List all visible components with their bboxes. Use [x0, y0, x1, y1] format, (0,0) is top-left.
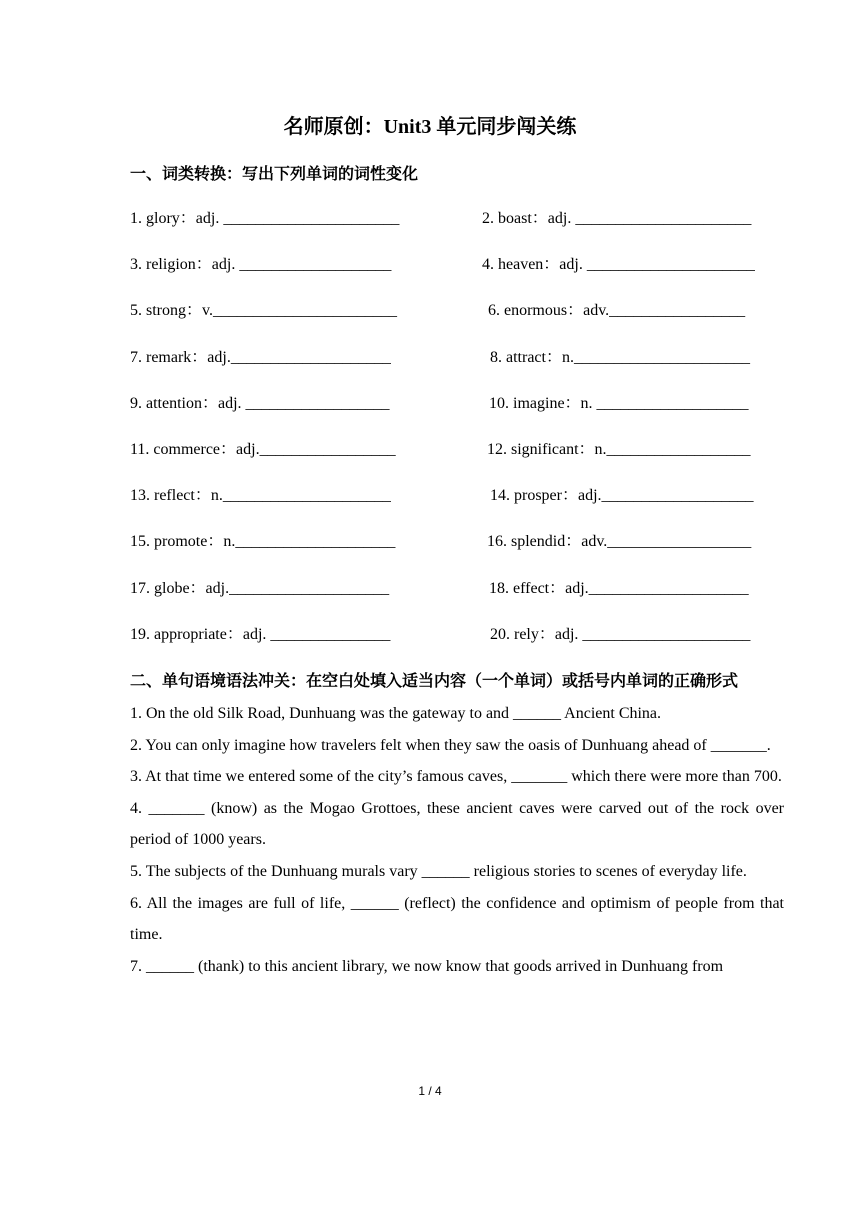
- vocab-item-3: 3. religion：adj. ___________________: [130, 256, 392, 274]
- document-title: 名师原创：Unit3 单元同步闯关练: [283, 116, 577, 138]
- vocab-item-6: 6. enormous：adv._________________: [488, 302, 746, 320]
- sentence-item-6: 6. All the images are full of life, ______ (reflect) the confidence and optimism of people from that time.: [130, 894, 784, 944]
- sentence-item-2: 2. You can only imagine how travelers felt when they saw the oasis of Dunhuang ahead of _______.: [130, 736, 771, 754]
- vocab-row: [130, 344, 790, 390]
- vocab-row: [130, 436, 790, 482]
- vocab-item-13: 13. reflect：n._____________________: [130, 487, 391, 505]
- vocab-row: [130, 621, 790, 667]
- vocab-item-4: 4. heaven：adj. _____________________: [482, 256, 755, 274]
- section-2-heading: 二、单句语境语法冲关：在空白处填入适当内容（一个单词）或括号内单词的正确形式: [130, 673, 739, 690]
- sentence-item-5: 5. The subjects of the Dunhuang murals vary ______ religious stories to scenes of everyday life.: [130, 862, 747, 880]
- vocab-item-12: 12. significant：n.__________________: [487, 440, 751, 458]
- vocab-row: [130, 528, 790, 574]
- vocab-row: [130, 251, 790, 297]
- sentence-item-4: 4. _______ (know) as the Mogao Grottoes, these ancient caves were carved out of the rock over period of 1000 years.: [130, 799, 784, 849]
- vocab-item-11: 11. commerce：adj._________________: [130, 440, 396, 458]
- sentence-item-7: 7. ______ (thank) to this ancient library, we now know that goods arrived in Dunhuang from: [130, 957, 724, 975]
- vocab-item-7: 7. remark：adj.____________________: [130, 348, 391, 366]
- vocab-item-19: 19. appropriate：adj. _______________: [130, 625, 391, 643]
- vocab-exercise-grid: [130, 205, 790, 667]
- section-1-heading: 一、词类转换：写出下列单词的词性变化: [130, 166, 419, 183]
- vocab-item-16: 16. splendid：adv.__________________: [487, 533, 752, 551]
- vocab-item-17: 17. globe：adj.____________________: [130, 579, 390, 597]
- vocab-row: [130, 205, 790, 251]
- vocab-item-20: 20. rely：adj. _____________________: [490, 625, 751, 643]
- vocab-item-8: 8. attract：n.______________________: [490, 348, 750, 366]
- sentence-item-3: 3. At that time we entered some of the city’s famous caves, _______ which there were more than 700.: [130, 768, 782, 786]
- sentence-exercise-list: [130, 698, 784, 982]
- vocab-item-18: 18. effect：adj.____________________: [489, 579, 749, 597]
- vocab-item-5: 5. strong：v._______________________: [130, 302, 397, 320]
- vocab-row: [130, 482, 790, 528]
- vocab-item-9: 9. attention：adj. __________________: [130, 394, 390, 412]
- vocab-row: [130, 575, 790, 621]
- vocab-item-15: 15. promote：n.____________________: [130, 533, 396, 551]
- vocab-row: [130, 390, 790, 436]
- sentence-item-1: 1. On the old Silk Road, Dunhuang was the gateway to and ______ Ancient China.: [130, 705, 662, 722]
- vocab-item-10: 10. imagine：n. ___________________: [489, 394, 749, 412]
- vocab-row: [130, 297, 790, 343]
- vocab-item-2: 2. boast：adj. ______________________: [482, 210, 752, 227]
- vocab-item-14: 14. prosper：adj.___________________: [490, 487, 754, 505]
- vocab-item-1: 1. glory：adj. ______________________: [130, 210, 400, 227]
- page-number: 1 / 4: [418, 1084, 442, 1098]
